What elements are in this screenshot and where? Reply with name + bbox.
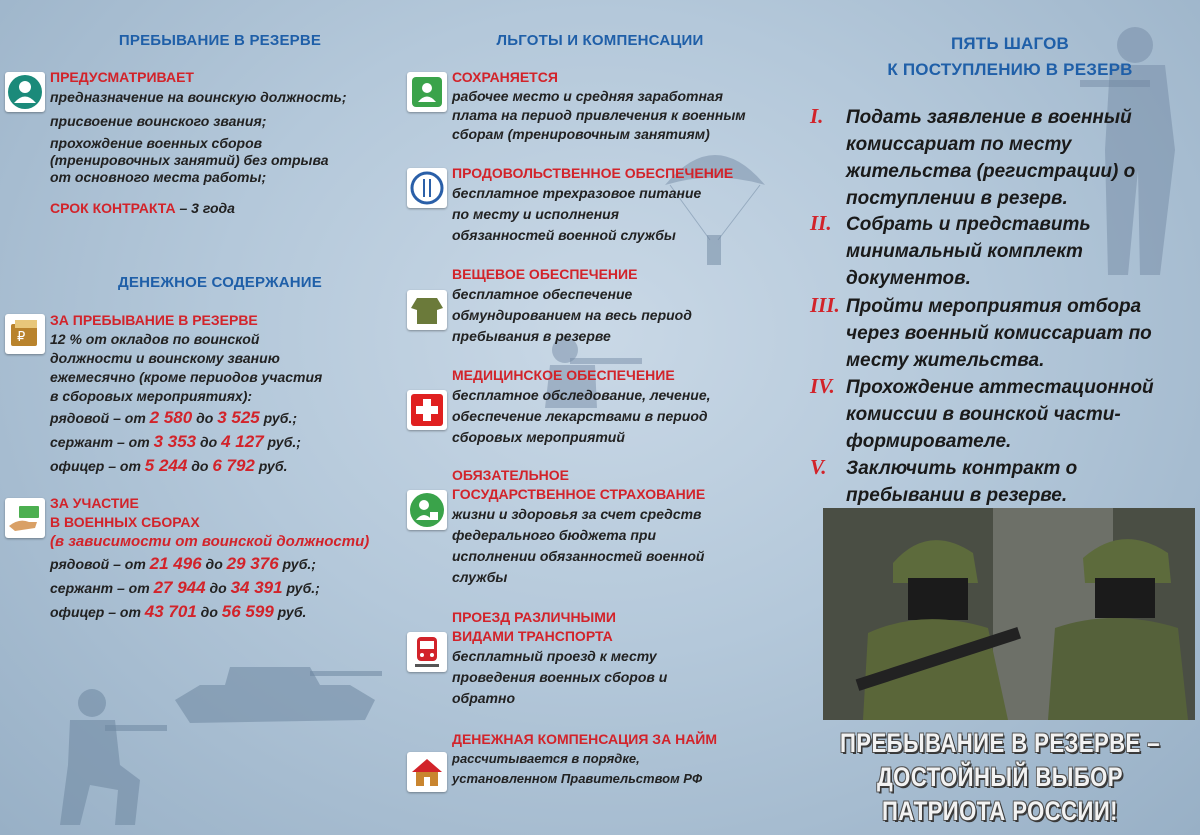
pay-to: 3 525 [217,408,260,427]
step-line: Подать заявление в военный [846,107,1132,128]
medical-line: бесплатное обследование, лечение, [452,387,711,403]
job-line: сборам (тренировочным занятиям) [452,126,710,142]
pay-to: 6 792 [212,456,255,475]
column-reserve [0,0,400,835]
pay-to: 56 599 [221,602,274,621]
food-line: обязанностей военной службы [452,227,676,243]
medical-line: обеспечение лекарствами в период [452,408,708,424]
training-pay-block [50,494,400,624]
pay-mid: до [201,556,227,572]
step-number: V. [810,455,827,479]
job-title: СОХРАНЯЕТСЯ [452,69,558,85]
step-number: I. [810,104,824,128]
money-hand-icon [5,498,45,538]
transport-line: проведения военных сборов и [452,669,668,685]
clothing-line: пребывания в резерве [452,328,611,344]
pay-unit: руб.; [282,580,320,596]
transport-title: ПРОЕЗД РАЗЛИЧНЫМИ [452,609,616,625]
step-line: Прохождение аттестационной [846,377,1154,398]
pay-row [50,430,400,454]
pay-unit: руб. [273,604,307,620]
food-line: бесплатное трехразовое питание [452,185,702,201]
step-text [846,293,1200,374]
slogan-line-2: ДОСТОЙНЫЙ ВЫБОР [877,762,1123,792]
soldiers-photo [823,508,1195,720]
reserve-pay-line: должности и воинскому званию [50,350,280,366]
clothing-line: обмундированием на весь период [452,307,692,323]
pay-mid: до [205,580,231,596]
pay-row [50,576,400,600]
train-icon [407,632,447,672]
contract-value: – 3 года [175,200,235,216]
insurance-line: жизни и здоровья за счет средств [452,506,702,522]
housing-line: установленном Правительством РФ [452,771,703,786]
step-line: через военный комиссариат по [846,323,1152,344]
uniform-icon [407,290,447,330]
person-icon [5,72,45,112]
step-text [846,211,1200,292]
step-line: жительства (регистрации) о [846,161,1136,182]
pay-rank: сержант – от [50,580,154,596]
pay-from: 27 944 [153,578,206,597]
pay-to: 4 127 [221,432,264,451]
column-steps [800,0,1200,835]
pay-rank: офицер – от [50,458,145,474]
step-number: IV. [810,374,835,398]
provides-line: прохождение военных сборов [50,135,263,151]
step-3 [810,293,1200,374]
reserve-pay-line: ежемесячно (кроме периодов участия [50,369,323,385]
step-text [846,104,1200,212]
pay-from: 3 353 [153,432,197,451]
user-badge-icon [407,72,447,112]
pay-mid: до [192,410,218,426]
slogan-line-1: ПРЕБЫВАНИЕ В РЕЗЕРВЕ – [839,728,1161,758]
medical-block [452,366,797,448]
pay-row [50,600,400,624]
step-4 [810,374,1200,455]
pay-row [50,406,400,430]
insurance-title: ГОСУДАРСТВЕННОЕ СТРАХОВАНИЕ [452,486,706,502]
pay-from: 43 701 [144,602,197,621]
job-line: плата на период привлечения к военным [452,107,746,123]
insurance-line: службы [452,569,508,585]
pay-rank: сержант – от [50,434,154,450]
step-line: документов. [846,268,971,289]
step-line: поступлении в резерв. [846,188,1068,209]
food-title: ПРОДОВОЛЬСТВЕННОЕ ОБЕСПЕЧЕНИЕ [452,165,734,181]
step-line: Собрать и представить [846,214,1091,235]
step-5 [810,455,1200,509]
housing-line: рассчитывается в порядке, [452,751,640,766]
provides-line: (тренировочных занятий) без отрыва [50,152,329,168]
provides-line: от основного места работы; [50,169,267,185]
housing-title: ДЕНЕЖНАЯ КОМПЕНСАЦИЯ ЗА НАЙМ [452,731,718,747]
step-1 [810,104,1200,212]
step-text [846,455,1200,509]
job-block [452,68,797,144]
job-line: рабочее место и средняя заработная [452,88,723,104]
transport-block [452,608,797,709]
medical-title: МЕДИЦИНСКОЕ ОБЕСПЕЧЕНИЕ [452,367,675,383]
column-benefits [400,0,800,835]
step-line: минимальный комплект [846,241,1083,262]
provides-block [50,68,400,218]
step-line: пребывании в резерве. [846,485,1068,506]
food-block [452,164,797,246]
insurance-block [452,466,797,588]
step-line: Пройти мероприятия отбора [846,296,1142,317]
pay-from: 5 244 [144,456,188,475]
pay-from: 21 496 [149,554,202,573]
pay-unit: руб.; [278,556,316,572]
pay-to: 29 376 [226,554,279,573]
step-line: Заключить контракт о [846,458,1078,479]
reserve-pay-line: в сборовых мероприятиях): [50,388,253,404]
step-line: формирователе. [846,431,1012,452]
pay-rank: офицер – от [50,604,145,620]
training-pay-note: (в зависимости от воинской должности) [50,533,370,550]
soldiers-illustration [823,508,1195,720]
heading-reserve: ПРЕБЫВАНИЕ В РЕЗЕРВЕ [118,32,322,49]
clothing-title: ВЕЩЕВОЕ ОБЕСПЕЧЕНИЕ [452,266,638,282]
step-number: II. [810,211,832,235]
training-pay-title: В ВОЕННЫХ СБОРАХ [50,514,200,530]
reserve-pay-block [50,311,400,478]
pay-row [50,552,400,576]
step-line: комиссариат по месту [846,134,1072,155]
pay-mid: до [187,458,213,474]
provides-title: ПРЕДУСМАТРИВАЕТ [50,69,194,85]
clothing-block [452,265,797,347]
pay-unit: руб.; [263,434,301,450]
pay-row [50,454,400,478]
medical-line: сборовых мероприятий [452,429,625,445]
housing-block [452,730,797,789]
pay-mid: до [196,434,222,450]
wallet-icon [5,314,45,354]
clothing-line: бесплатное обеспечение [452,286,633,302]
pay-mid: до [196,604,222,620]
heading-pay: ДЕНЕЖНОЕ СОДЕРЖАНИЕ [118,274,322,291]
heading-steps-sub: К ПОСТУПЛЕНИЮ В РЕЗЕРВ [887,60,1133,79]
transport-line: бесплатный проезд к месту [452,648,657,664]
contract-term [50,198,400,218]
pay-unit: руб.; [259,410,298,426]
heading-benefits: ЛЬГОТЫ И КОМПЕНСАЦИИ [496,32,704,49]
reserve-pay-title: ЗА ПРЕБЫВАНИЕ В РЕЗЕРВЕ [50,312,258,328]
plate-icon [407,168,447,208]
step-text [846,374,1200,455]
step-2 [810,211,1200,292]
insurance-line: исполнении обязанностей военной [452,548,705,564]
step-line: месту жительства. [846,350,1045,371]
house-icon [407,752,447,792]
food-line: по месту и исполнения [452,206,619,222]
step-number: III. [810,293,840,317]
step-line: комиссии в воинской части- [846,404,1121,425]
reserve-pay-line: 12 % от окладов по воинской [50,331,260,347]
pay-unit: руб. [254,458,288,474]
pay-to: 34 391 [230,578,283,597]
provides-line: присвоение воинского звания; [50,113,267,129]
insurance-title: ОБЯЗАТЕЛЬНОЕ [452,467,569,483]
heading-steps: ПЯТЬ ШАГОВ [950,34,1070,53]
pay-rank: рядовой – от [50,556,150,572]
transport-title: ВИДАМИ ТРАНСПОРТА [452,628,613,644]
training-pay-title: ЗА УЧАСТИЕ [50,495,139,511]
svg-text:₽: ₽ [17,330,26,345]
provides-line: предназначение на воинскую должность; [50,89,347,105]
shield-person-icon [407,490,447,530]
contract-label: СРОК КОНТРАКТА [50,200,176,216]
slogan-line-3: ПАТРИОТА РОССИИ! [882,796,1118,826]
medical-cross-icon [407,390,447,430]
pay-rank: рядовой – от [50,410,150,426]
insurance-line: федерального бюджета при [452,527,657,543]
pay-from: 2 580 [149,408,193,427]
transport-line: обратно [452,690,516,706]
